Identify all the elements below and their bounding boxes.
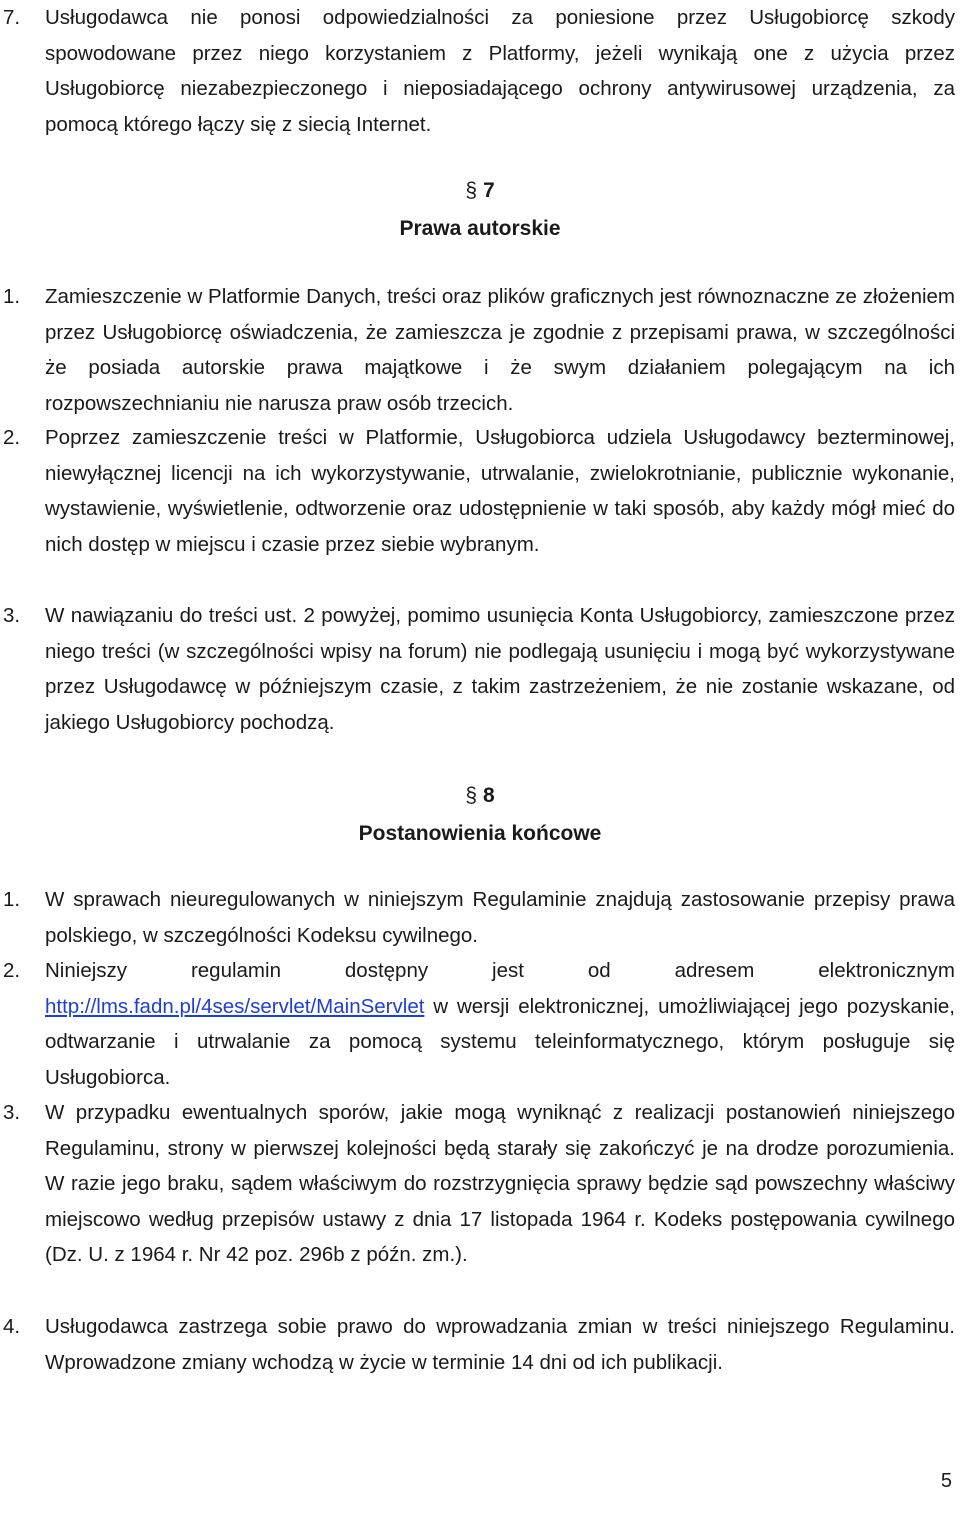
- item-number: 2.: [3, 959, 21, 982]
- item-text: Poprzez zamieszczenie treści w Platformie, Usługobiorca udziela Usługodawcy bezterminowej, niewyłącznej licencji na ich wykorzystywanie, utrwalanie, zwielokrotnianie, publicznie wykonanie, wystawienie, wyświetlenie, odtworzenie oraz udostępnienie w taki sposób, aby każdy mógł mieć do nich dostęp w miejscu i czasie przez siebie wybranym.: [45, 426, 955, 556]
- item-text-before: Niniejszy regulamin dostępny jest od adresem elektronicznym: [45, 959, 955, 982]
- item-text: Usługodawca zastrzega sobie prawo do wprowadzania zmian w treści niniejszego Regulaminu. Wprowadzone zmiany wchodzą w życie w terminie 14 dni od ich publikacji.: [45, 1315, 955, 1374]
- item-text: Usługodawca nie ponosi odpowiedzialności za poniesione przez Usługobiorcę szkody spowodowane przez niego korzystaniem z Platformy, jeżeli wynikają one z użycia przez Usługobiorcę niezabezpieczonego i nieposiadającego ochrony antywirusowej urządzenia, za pomocą którego łączy się z siecią Internet.: [45, 6, 955, 136]
- item-text: [45, 953, 955, 1095]
- item-text: W przypadku ewentualnych sporów, jakie mogą wyniknąć z realizacji postanowień niniejszego Regulaminu, strony w pierwszej kolejności będą starały się zakończyć je na drodze porozumienia. W razie jego braku, sądem właściwym do rozstrzygnięcia sprawy będzie sąd powszechny właściwy miejscowo według przepisów ustawy z dnia 17 listopada 1964 r. Kodeks postępowania cywilnego (Dz. U. z 1964 r. Nr 42 poz. 296b z późn. zm.).: [45, 1101, 955, 1267]
- regulamin-link[interactable]: http://lms.fadn.pl/4ses/servlet/MainServlet: [45, 994, 425, 1018]
- section-title: Postanowienia końcowe: [358, 822, 602, 845]
- item-text-after: w wersji elektronicznej, umożliwiającej jego pozyskanie, odtwarzanie i utrwalanie za pomocą systemu teleinformatycznego, którym posługuje się Usługobiorca.: [45, 994, 955, 1089]
- section-number: [0, 175, 960, 207]
- item-number: 1.: [3, 888, 21, 911]
- list-item: [0, 598, 955, 740]
- list-item: [0, 882, 955, 953]
- section-title: Prawa autorskie: [399, 217, 561, 240]
- item-text: Zamieszczenie w Platformie Danych, treści oraz plików graficznych jest równoznaczne ze złożeniem przez Usługobiorcę oświadczenia, że zamieszcza je zgodnie z przepisami prawa, w szczególności że posiada autorskie prawa majątkowe i że swym działaniem polegającym na ich rozpowszechnianiu nie narusza praw osób trzecich.: [45, 285, 955, 415]
- item-text: W nawiązaniu do treści ust. 2 powyżej, pomimo usunięcia Konta Usługobiorcy, zamieszczone przez niego treści (w szczególności wpisy na forum) nie podlegają usunięciu i mogą być wykorzystywane przez Usługodawcę w późniejszym czasie, z takim zastrzeżeniem, że nie zostanie wskazane, od jakiego Usługobiorcy pochodzą.: [45, 604, 955, 734]
- page-number: 5: [940, 1470, 952, 1492]
- section-number: [0, 780, 960, 812]
- list-item: [0, 0, 955, 142]
- section-heading: [0, 780, 960, 850]
- section-symbol: §: [465, 784, 477, 807]
- item-number: 3.: [3, 604, 21, 627]
- section-symbol: §: [465, 179, 477, 202]
- item-text: W sprawach nieuregulowanych w niniejszym Regulaminie znajdują zastosowanie przepisy prawa polskiego, w szczególności Kodeksu cywilnego.: [45, 888, 955, 947]
- list-item: [0, 1095, 955, 1273]
- item-number: 4.: [3, 1315, 21, 1338]
- item-number: 7.: [3, 6, 21, 29]
- list-item: [0, 953, 955, 1095]
- section-number-value: 7: [483, 179, 495, 202]
- section-number-value: 8: [483, 784, 495, 807]
- list-item: [0, 279, 955, 421]
- section-heading: [0, 175, 960, 245]
- list-item: [0, 420, 955, 562]
- list-item: [0, 1309, 955, 1380]
- item-number: 1.: [3, 285, 21, 308]
- item-number: 3.: [3, 1101, 21, 1124]
- item-number: 2.: [3, 426, 21, 449]
